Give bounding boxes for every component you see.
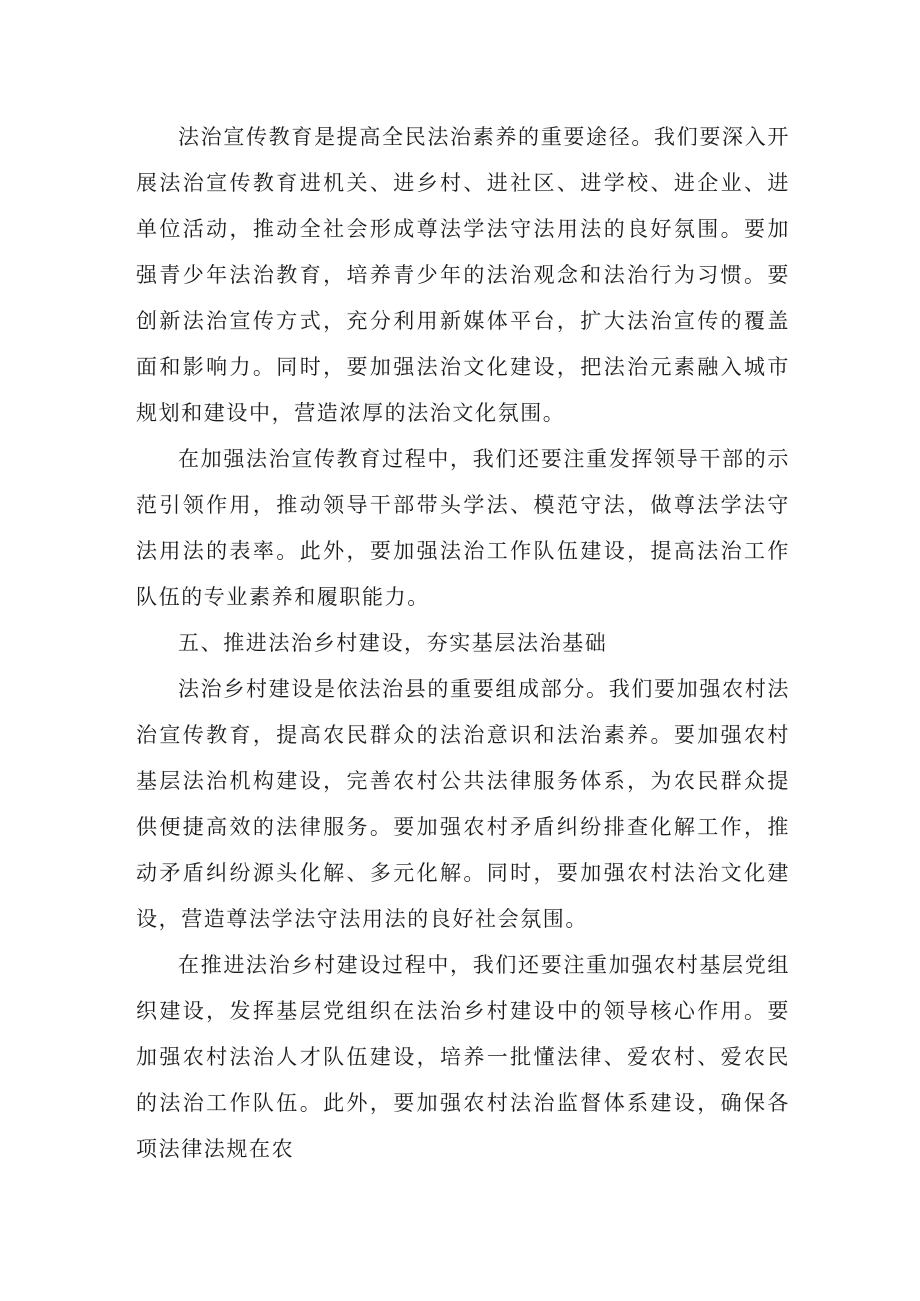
section-heading: 五、推进法治乡村建设，夯实基层法治基础 (178, 631, 608, 655)
paragraph-rural-rule-of-law: 法治乡村建设是依法治县的重要组成部分。我们要加强农村法治宣传教育，提高农民群众的法治意识和法治素养。要加强农村基层法治机构建设，完善农村公共法律服务体系，为农民群众提供便捷高效的法律服务。要加强农村矛盾纠纷排查化解工作，推动矛盾纠纷源头化解、多元化解。同时，要加强农村法治文化建设，营造尊法学法守法用法的良好社会氛围。 (136, 677, 790, 931)
paragraph-rural-party-building: 在推进法治乡村建设过程中，我们还要注重加强农村基层党组织建设，发挥基层党组织在法治乡村建设中的领导核心作用。要加强农村法治人才队伍建设，培养一批懂法律、爱农村、爱农民的法治工作队伍。此外，要加强农村法治监督体系建设，确保各项法律法规在农 (136, 953, 790, 1161)
paragraph-legal-education: 法治宣传教育是提高全民法治素养的重要途径。我们要深入开展法治宣传教育进机关、进乡村、进社区、进学校、进企业、进单位活动，推动全社会形成尊法学法守法用法的良好氛围。要加强青少年法治教育，培养青少年的法治观念和法治行为习惯。要创新法治宣传方式，充分利用新媒体平台，扩大法治宣传的覆盖面和影响力。同时，要加强法治文化建设，把法治元素融入城市规划和建设中，营造浓厚的法治文化氛围。 (136, 125, 790, 425)
paragraph-leadership-role: 在加强法治宣传教育过程中，我们还要注重发挥领导干部的示范引领作用，推动领导干部带头学法、模范守法，做尊法学法守法用法的表率。此外，要加强法治工作队伍建设，提高法治工作队伍的专业素养和履职能力。 (136, 447, 790, 609)
